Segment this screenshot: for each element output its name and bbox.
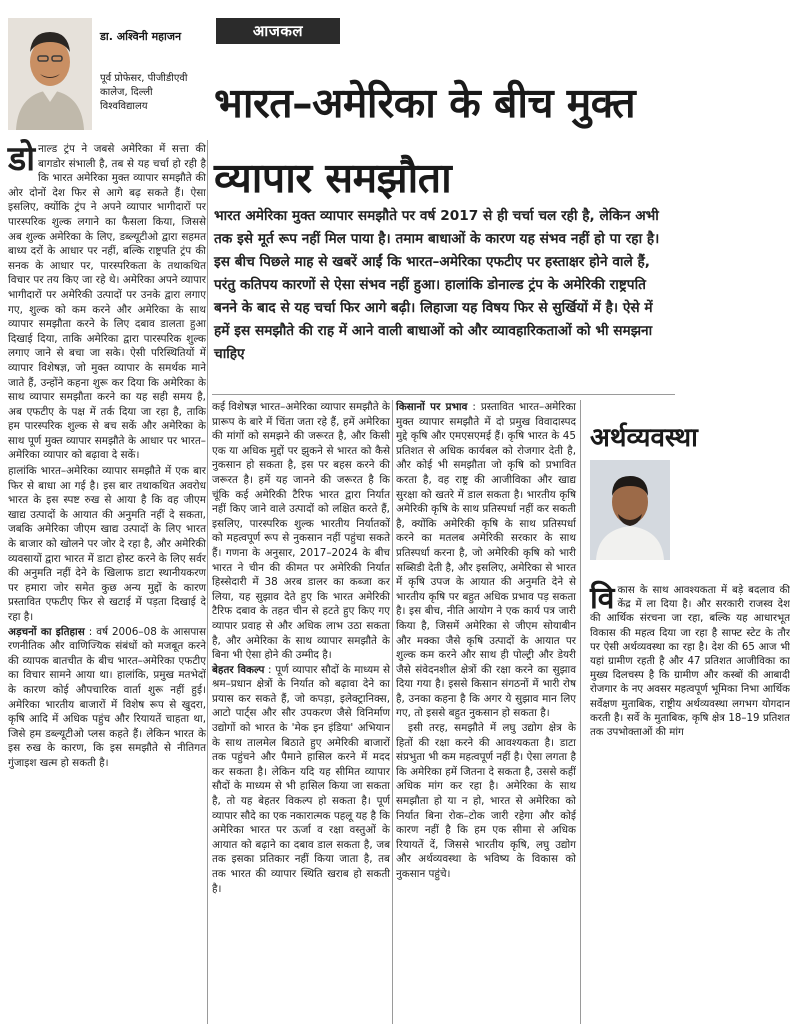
author-portrait-icon — [8, 18, 92, 130]
paragraph-text: कास के साथ आवश्यकता में बड़े बदलाव की केंद्र में ला दिया है। और सरकारी राजस्व देश की आर्थिक संरचना जा रहा, बल्कि यह आधारभूत विकास की महत्व दिया जा रहा है साफ्ट स्टेट के तौर पर ऐसी अर्थव्यवस्था का रहा है। देश की 65 आज भी यहां ग्रामीण रहती है और 47 प्रतिशत आजीविका का मुख्य दिलचस्प है कि ग्रामीण और कस्बों की आबादी रोजगार के नए अवसर महत्वपूर्ण भूमिका निभा आर्थिक सर्वेक्षण मुताबिक, राष्ट्रीय अर्थव्यवस्था लगभग योगदान करती है। सर्वे के मुताबिक, कृषि क्षेत्र 18–19 प्रतिशत तक उपभोक्ताओं की मांग — [590, 585, 790, 739]
author-block — [8, 18, 198, 130]
paragraph — [212, 663, 390, 897]
paragraph-text: : पूर्ण व्यापार सौदों के माध्यम से श्रम–प्रधान क्षेत्रों के निर्यात को बढ़ावा देने का प्रयास कर सकते हैं, जो कपड़ा, इलेक्ट्रानिक्स, आटो पार्ट्स और सौर उपकरण जैसे विनिर्माण उद्योगों को भारत के 'मेक इन इंडिया' अभियान के साथ तालमेल बिठाते हुए अमेरिकी बाजारों तक पहुंचने और पैमाने हासिल करने में मदद कर सकता है। लेकिन यदि यह सीमित व्यापार सौदों के माध्यम से भी हासिल किया जा सकता है, तो यह बेहतर विकल्प हो सकता है। पूर्ण व्यापार सौदे का एक नकारात्मक पहलू यह है कि अमेरिका भारत पर ऊर्जा व रक्षा वस्तुओं के आयात को बढ़ाने का दबाव डाल सकता है, जब तक इसका प्रतिकार नहीं किया जाता है, तब तक भारत की व्यापार स्थिति खराब हो सकती है। — [212, 663, 390, 895]
paragraph — [396, 400, 576, 721]
paragraph — [8, 464, 206, 625]
author-name: डा. अश्विनी महाजन — [100, 30, 182, 43]
paragraph — [8, 139, 206, 463]
side-photo — [590, 460, 670, 560]
article-column-2 — [212, 400, 390, 896]
side-article — [584, 400, 790, 1024]
column-rule — [392, 400, 393, 1024]
paragraph-text: हालांकि भारत–अमेरिका व्यापार समझौते में एक बार फिर से बाधा आ गई है। इस बार तथाकथित अवरोध भारत के इस स्पष्ट रुख से आया है कि वह जीएम खाद्य उत्पादों के आयात की अनुमति नहीं दे सकता, जबकि अमेरिका जीएम खाद्य उत्पादों के लिए भारत के बाजार को खोलने पर जोर दे रहा है, और अमेरिकी व्यवसायों द्वारा भारत में डाटा होस्ट करने के लिए सर्वर की अनुमति नहीं देने के खिलाफ डाटा स्थानीयकरण पर हमारा जोर समेत कुछ अन्य मुद्दों के कारण प्रस्तावित एफटीए फिर से खटाई में पड़ता दिखाई दे रहा है। — [8, 465, 206, 623]
columnist-portrait-icon — [590, 460, 670, 560]
paragraph-text: : वर्ष 2006–08 के आसपास रणनीतिक और वाणिज्यिक संबंधों को मजबूत करने की व्यापक बातचीत के बीच भारत–अमेरिका एफटीए का विचार सामने आया था। हालांकि, प्रमुख मतभेदों के कारण कोई औपचारिक वार्ता शुरू नहीं हुई। अमेरिका भारतीय बाजारों में विशेष रूप से खुदरा, कृषि आदि में अधिक पहुंच और रियायतें चाहता था, जिसे हम डब्ल्यूटीओ प्लस कहते हैं। लेकिन भारत के इस रुख के कारण, कि इस समझौते से नीतिगत गुंजाइश खत्म हो सकती है। — [8, 625, 206, 769]
side-body — [590, 581, 790, 740]
author-role: पूर्व प्रोफेसर, पीजीडीएवी कालेज, दिल्ली विश्वविद्यालय — [100, 73, 188, 112]
subhead: बेहतर विकल्प — [212, 663, 265, 676]
paragraph-text: नाल्ड ट्रंप ने जबसे अमेरिका में सत्ता की बागडोर संभाली है, तब से यह चर्चा हो रही है कि भारत अमेरिका मुक्त व्यापार समझौते की ओर दोनों देश फिर से आगे बढ़ सकते हैं। ऐसा इसलिए, क्योंकि ट्रंप ने अपने व्यापार भागीदारों पर पारस्परिक शुल्क लगाने का फैसला किया, जिससे अब शुल्क अमेरिका के लिए, डब्ल्यूटीओ द्वारा सहमत बाध्य दरों के आधार पर नहीं, बल्कि राष्ट्रपति ट्रंप की सनक के आधार पर, पारस्परिकता के तथाकथित विचार पर तय किए जा रहे थे। अमेरिका अपने व्यापार भागीदारों पर अमेरिकी उत्पादों पर उनके द्वारा लगाए गए, शुल्क को कम करने और अमेरिका के साथ व्यापार समझौता करने के लिए दबाव डालता हुआ दिखाई दिया, ताकि अमेरिका द्वारा पारस्परिक शुल्क लगाए जाने से बचा जा सके। ऐसी परिस्थितियों में व्यापार विशेषज्ञ, जो मुक्त व्यापार के समर्थक माने जाते हैं, उन्होंने कहना शुरू कर दिया कि अमेरिका के साथ व्यापार समझौता करने का यह सही समय है, अब एफटीए के पक्ष में तर्क दिया जा रहा है, ताकि हम पारस्परिक शुल्क से बच सकें और अमेरिका के साथ पूर्ण मुक्त व्यापार समझौते के आधार पर भारत–अमेरिका व्यापार को बढ़ावा दे सकें। — [8, 143, 206, 462]
paragraph-text: कई विशेषज्ञ भारत–अमेरिका व्यापार समझौते के प्रारूप के बारे में चिंता जता रहे हैं, हमें अमेरिका की मांगों को समझने की जरूरत है, और किसी एक या अधिक मुद्दों पर झुकने से भारत को कैसे नुकसान हो सकता है, इस पर बहस करने की जरूरत है। हमें यह जानने की जरूरत है कि चूंकि कई अमेरिकी टैरिफ भारत द्वारा निर्यात नहीं किए जाने वाले उत्पादों को लक्षित करते हैं, इसलिए, पारस्परिक शुल्क भारतीय निर्यातकों को महत्वपूर्ण रूप से नुकसान नहीं पहुंचा सकते हैं। गणना के अनुसार, 2017–2024 के बीच भारत ने चीन की कीमत पर अमेरिकी निर्यात हिस्सेदारी में 38 अरब डालर का कब्जा कर लिया, यह सुझाव देते हुए कि भारत अमेरिकी टैरिफ दबाव के तहत चीन से हटते हुए किए गए व्यापार प्रवाह से और अधिक लाभ उठा सकता है, और अमेरिका के साथ व्यापार समझौते के बिना भी ऐसा होने की उम्मीद है। — [212, 401, 390, 662]
headline: भारत–अमेरिका के बीच मुक्त व्यापार समझौता — [214, 79, 636, 202]
section-rule — [212, 394, 675, 395]
paragraph — [396, 721, 576, 882]
column-rule — [207, 140, 208, 1024]
author-photo — [8, 18, 92, 130]
article-column-1 — [8, 139, 206, 771]
paragraph-text: इसी तरह, समझौते में लघु उद्योग क्षेत्र के हितों की रक्षा करने की आवश्यकता है। डाटा संप्रभुता भी कम महत्वपूर्ण नहीं है। ऐसा लगता है कि अमेरिका हमें जितना दे सकता है, उससे कहीं अधिक मांग कर रहा है। अमेरिका के साथ समझौता हो या न हो, भारत से अमेरिका को निर्यात बिना रोक–टोक जारी रहेगा और कोई कारण नहीं है कि हम एक सीमा से अधिक रियायतें दें, जिससे भारतीय कृषि, लघु उद्योग और अर्थव्यवस्था के भविष्य के विकास को नुकसान पहुंचे। — [396, 722, 576, 880]
paragraph — [8, 625, 206, 771]
paragraph-text: : प्रस्तावित भारत–अमेरिका मुक्त व्यापार समझौते में दो प्रमुख विवादास्पद मुद्दे कृषि और एमएसएमई हैं। कृषि भारत के 45 प्रतिशत से अधिक कार्यबल को रोजगार देती है, और कोई भी समझौता जो कृषि को प्रभावित करता है, वह राष्ट्र की आजीविका और खाद्य सुरक्षा को खतरे में डाल सकता है। भारतीय कृषि अमेरिकी कृषि के साथ प्रतिस्पर्धा नहीं कर सकती है, क्योंकि अमेरिकी कृषि के साथ प्रतिस्पर्धा करने का मतलब अमेरिकी सरकार के साथ प्रतिस्पर्धा करना है, जो अमेरिकी कृषि को भारी सब्सिडी देती है, और इसलिए, अमेरिका से भारत में कृषि उपज के आयात की अनुमति देने से भारतीय कृषि पर बहुत अधिक प्रभाव पड़ सकता है। इस बीच, नीति आयोग ने एक कार्य पत्र जारी किया है, जिसमें अमेरिका से जीएम सोयाबीन और मक्का जैसे कृषि उत्पादों के आयात पर शुल्क कम करने और साथ ही पोल्ट्री और डेयरी जैसे संवेदनशील क्षेत्रों की रक्षा करने का सुझाव दिया गया है। इससे किसान संगठनों में भारी रोष है, उनका कहना है कि अगर ये सुझाव मान लिए गए, तो इससे बहुत नुकसान हो सकता है। — [396, 401, 577, 720]
standfirst: भारत अमेरिका मुक्त व्यापार समझौते पर वर्ष 2017 से ही चर्चा चल रही है, लेकिन अभी तक इसे मूर्त रूप नहीं मिल पाया है। तमाम बाधाओं के कारण यह संभव नहीं हो पा रहा है। इस बीच पिछले माह से खबरें आईं कि भारत–अमेरिका एफटीए पर हस्ताक्षर होने वाले हैं, परंतु कतिपय कारणों से ऐसा संभव नहीं हुआ। हालांकि डोनाल्ड ट्रंप के अमेरिकी राष्ट्रपति बनने के बाद से यह चर्चा फिर आगे बढ़ी। लिहाजा यह विषय फिर से सुर्खियों में है। ऐसे में हमें इस समझौते की राह में आने वाली बाधाओं को और व्यावहारिकताओं को भी समझना चाहिए — [214, 208, 660, 362]
subhead: अड़चनों का इतिहास — [8, 625, 85, 638]
article-column-3 — [396, 400, 576, 882]
column-rule — [580, 400, 581, 1024]
dropcap: वि — [590, 581, 615, 616]
paragraph — [212, 400, 390, 663]
dropcap: डो — [8, 139, 35, 179]
subhead: किसानों पर प्रभाव — [396, 401, 468, 413]
side-headline: अर्थव्यवस्था — [590, 423, 698, 453]
section-kicker: आजकल — [216, 18, 340, 44]
